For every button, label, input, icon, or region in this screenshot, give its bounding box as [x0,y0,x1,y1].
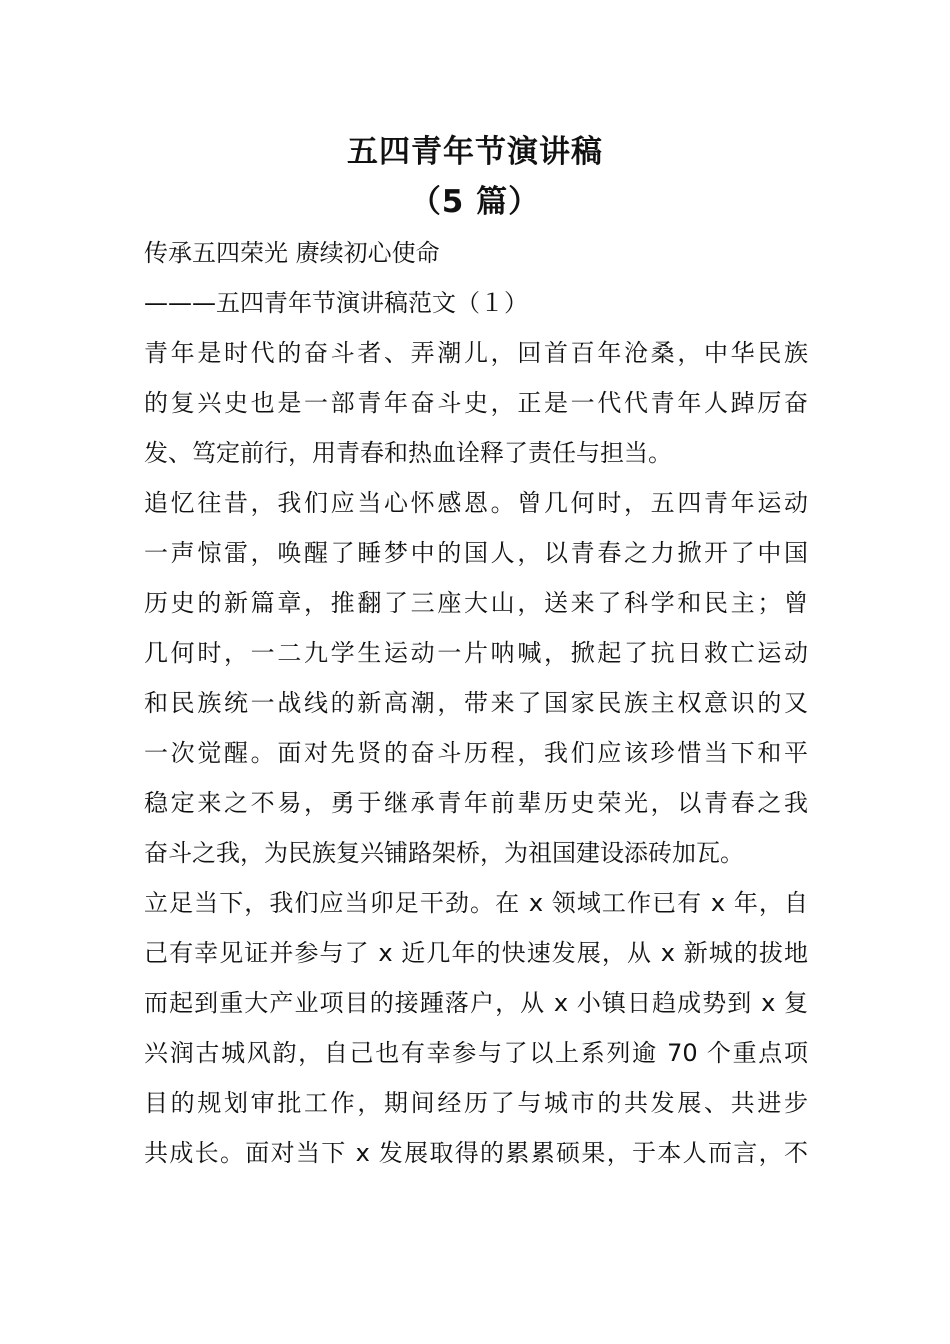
paragraph-line: 追忆往昔，我们应当心怀感恩。曾几何时，五四青年运动 [144,489,808,517]
paragraph-line: 立足当下，我们应当卯足干劲。在 x 领域工作已有 x 年，自 [144,889,808,917]
paragraph-line: 青年是时代的奋斗者、弄潮儿，回首百年沧桑，中华民族 [144,339,808,367]
paragraph-line: 而起到重大产业项目的接踵落户，从 x 小镇日趋成势到 x 复 [144,989,808,1017]
paragraph-line: 一次觉醒。面对先贤的奋斗历程，我们应该珍惜当下和平 [144,739,808,767]
paragraph-line: 奋斗之我，为民族复兴铺路架桥，为祖国建设添砖加瓦。 [144,839,744,867]
paragraph-line: 发、笃定前行，用青春和热血诠释了责任与担当。 [144,439,672,467]
paragraph-line: 的复兴史也是一部青年奋斗史，正是一代代青年人踔厉奋 [144,389,808,417]
document-title: 五四青年节演讲稿 [347,134,603,170]
paragraph-line: 几何时，一二九学生运动一片呐喊，掀起了抗日救亡运动 [144,639,808,667]
paragraph-line: 兴润古城风韵，自己也有幸参与了以上系列逾 70 个重点项 [144,1039,808,1067]
paragraph-line: 历史的新篇章，推翻了三座大山，送来了科学和民主；曾 [144,589,808,617]
document-body [144,228,808,1178]
paragraph-line: 一声惊雷，唤醒了睡梦中的国人，以青春之力掀开了中国 [144,539,808,567]
paragraph-line: 目的规划审批工作，期间经历了与城市的共发展、共进步 [144,1089,808,1117]
paragraph-line: 和民族统一战线的新高潮，带来了国家民族主权意识的又 [144,689,808,717]
paragraph-line: 己有幸见证并参与了 x 近几年的快速发展，从 x 新城的拔地 [144,939,808,967]
paragraph-line: 共成长。面对当下 x 发展取得的累累硕果，于本人而言，不 [144,1139,808,1167]
section-subheading: ———五四青年节演讲稿范文（１） [144,289,528,317]
document-subtitle: （5 篇） [409,184,541,220]
paragraph-line: 稳定来之不易，勇于继承青年前辈历史荣光，以青春之我 [144,789,808,817]
section-heading: 传承五四荣光 赓续初心使命 [144,239,440,267]
